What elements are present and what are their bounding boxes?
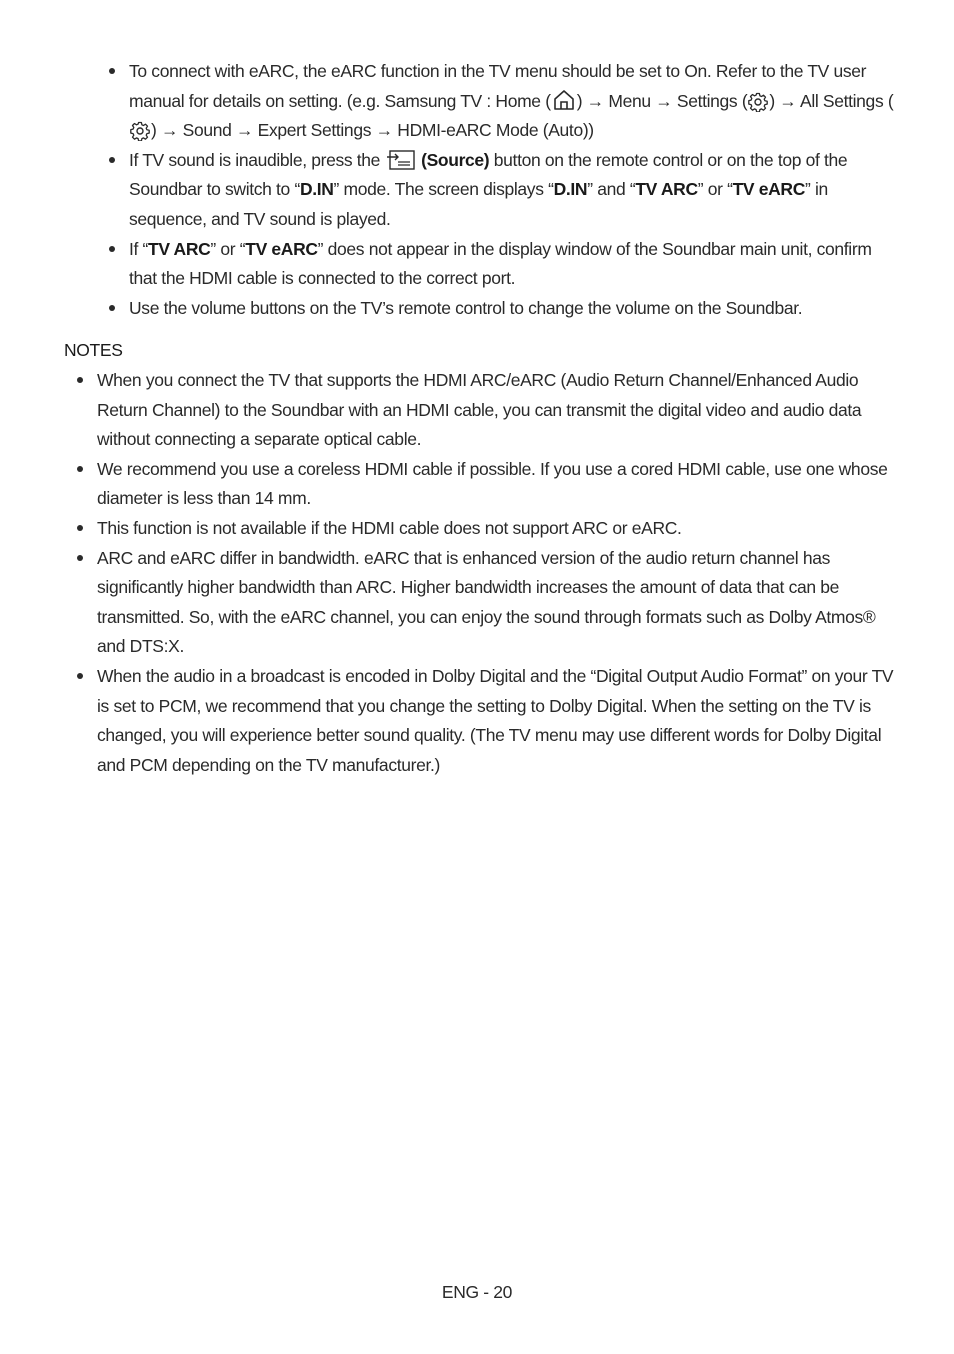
text-segment: ” or “ [210,238,246,259]
note-item: ARC and eARC differ in bandwidth. eARC that is enhanced version of the audio return channel has significantly higher bandwidth than ARC. Higher bandwidth increases the amount of data that can be transmitted. So, with the eARC channel, you can enjoy the sound through formats such as Dolby Atmos® and DTS:X. [97,544,897,662]
text-segment: ” mode. The screen displays “ [333,179,554,200]
text-segment: To connect with eARC, the eARC function in the TV menu should be set to On. Refer to the TV user manual for details on setting. (e.g. Samsung TV : Home ( [129,61,867,111]
text-segment: Use the volume buttons on the TV’s remote control to change the volume on the Soundbar. [129,297,803,318]
text-segment: ) → All Settings ( [769,90,894,111]
text-segment: ” and “ [587,179,636,200]
mode-label-tv-arc: TV ARC [635,179,698,200]
text-segment: ) → Sound → Expert Settings → HDMI-eARC Mode (Auto)) [151,120,594,141]
list-item-display-check [129,235,899,294]
list-item-source-button [129,146,899,235]
mode-label-din: D.IN [553,179,588,200]
source-button-label: (Source) [421,149,490,170]
mode-label-din: D.IN [299,179,334,200]
text-segment: ” or “ [697,179,733,200]
notes-list [97,366,897,780]
home-icon [552,88,576,112]
text-segment: ” in sequence, and TV sound is played. [129,179,828,229]
mode-label-tv-arc: TV ARC [148,238,211,259]
text-segment: ) → Menu → Settings ( [576,90,748,111]
text-segment: ” does not appear in the display window of the Soundbar main unit, confirm that the HDMI cable is connected to the correct port. [129,238,872,289]
notes-heading: NOTES [64,340,123,360]
source-icon [386,149,416,171]
mode-label-tv-earc: TV eARC [245,238,318,259]
note-item: We recommend you use a coreless HDMI cable if possible. If you use a cored HDMI cable, use one whose diameter is less than 14 mm. [97,455,897,514]
list-item-volume [129,294,899,324]
mode-label-tv-earc: TV eARC [732,179,805,200]
gear-icon [130,121,150,141]
gear-icon [748,92,768,112]
text-segment: If “ [129,238,149,259]
instruction-list [129,57,899,323]
note-item: When the audio in a broadcast is encoded in Dolby Digital and the “Digital Output Audio Format” on your TV is set to PCM, we recommend that you change the setting to Dolby Digital. When the setting on the TV is changed, you will experience better sound quality. (The TV menu may use different words for Dolby Digital and PCM depending on the TV manufacturer.) [97,662,897,780]
text-segment: button on the remote control or on the top of the Soundbar to switch to “ [129,149,848,200]
list-item-earc-setting [129,57,899,146]
text-segment: If TV sound is inaudible, press the [129,149,385,170]
page-number: ENG - 20 [441,1282,513,1302]
note-item: This function is not available if the HDMI cable does not support ARC or eARC. [97,514,897,544]
note-item: When you connect the TV that supports the HDMI ARC/eARC (Audio Return Channel/Enhanced Audio Return Channel) to the Soundbar with an HDMI cable, you can transmit the digital video and audio data without connecting a separate optical cable. [97,366,897,455]
